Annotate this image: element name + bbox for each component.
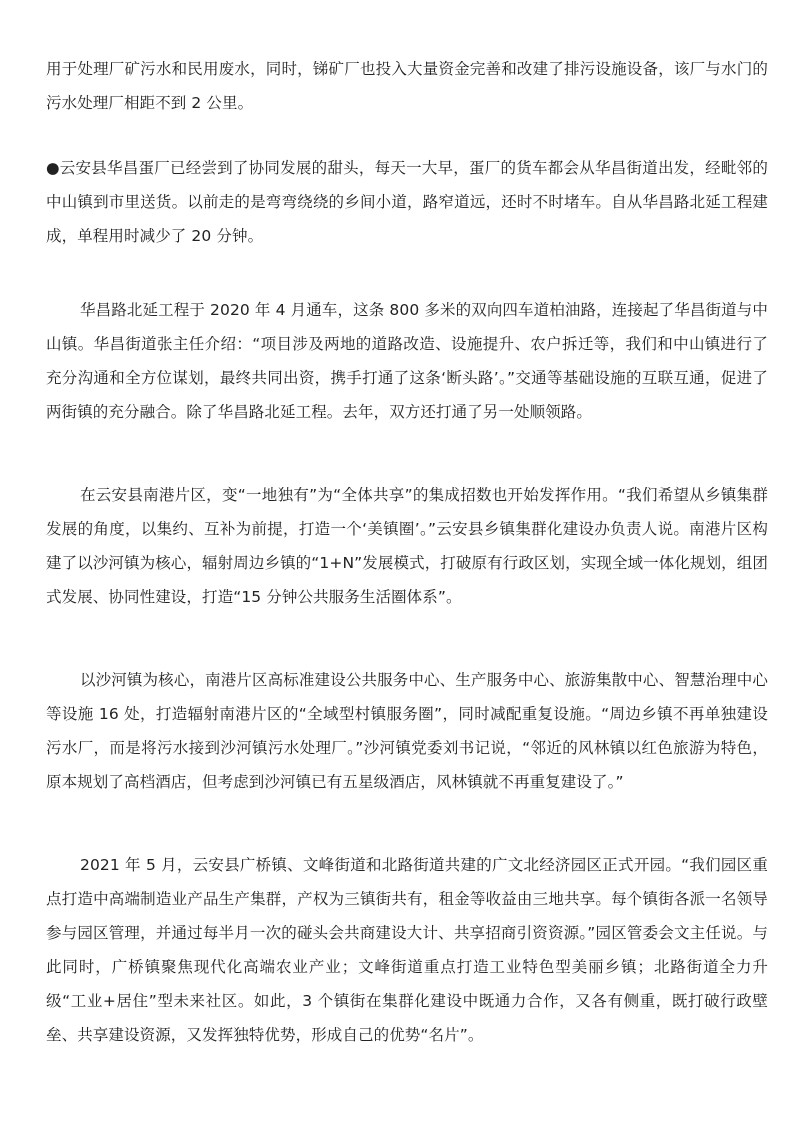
paragraph-3: 华昌路北延工程于 2020 年 4 月通车，这条 800 多米的双向四车道柏油路，连接起了华昌街道与中山镇。华昌街道张主任介绍：“项目涉及两地的道路改造、设施提升、农户拆迁等，我们和中山镇进行了充分沟通和全方位谋划，最终共同出资，携手打通了这条‘断头路’。”交通等基础设施的互联互通，促进了两街镇的充分融合。除了华昌路北延工程。去年，双方还打通了另一处顺领路。	[46, 301, 768, 421]
paragraph-5: 以沙河镇为核心，南港片区高标准建设公共服务中心、生产服务中心、旅游集散中心、智慧治理中心等设施 16 处，打造辐射南港片区的“全域型村镇服务圈”，同时减配重复设施。“周边乡镇不再单独建设污水厂，而是将污水接到沙河镇污水处理厂。”沙河镇党委刘书记说，“邻近的风林镇以红色旅游为特色，原本规划了高档酒店，但考虑到沙河镇已有五星级酒店，风林镇就不再重复建设了。”	[46, 671, 768, 791]
paragraph-6: 2021 年 5 月，云安县广桥镇、文峰街道和北路街道共建的广文北经济园区正式开园。“我们园区重点打造中高端制造业产品生产集群，产权为三镇街共有，租金等收益由三地共享。每个镇街各派一名领导参与园区管理，并通过每半月一次的碰头会共商建设大计、共享招商引资资源。”园区管委会文主任说。与此同时，广桥镇聚焦现代化高端农业产业；文峰街道重点打造工业特色型美丽乡镇；北路街道全力升级“工业+居住”型未来社区。如此，3 个镇街在集群化建设中既通力合作，又各有侧重，既打破行政壁垒、共享建设资源，又发挥独特优势，形成自己的优势“名片”。	[46, 856, 768, 1044]
paragraph-2: ●云安县华昌蛋厂已经尝到了协同发展的甜头，每天一大早，蛋厂的货车都会从华昌街道出发，经毗邻的中山镇到市里送货。以前走的是弯弯绕绕的乡间小道，路窄道远，还时不时堵车。自从华昌路北延工程建成，单程用时减少了 20 分钟。	[46, 159, 768, 245]
paragraph-1: 用于处理厂矿污水和民用废水，同时，锑矿厂也投入大量资金完善和改建了排污设施设备，该厂与水门的污水处理厂相距不到 2 公里。	[46, 60, 768, 112]
paragraph-4: 在云安县南港片区，变“一地独有”为“全体共享”的集成招数也开始发挥作用。“我们希望从乡镇集群发展的角度，以集约、互补为前提，打造一个‘美镇圈’。”云安县乡镇集群化建设办负责人说。南港片区构建了以沙河镇为核心，辐射周边乡镇的“1+N”发展模式，打破原有行政区划，实现全域一体化规划，组团式发展、协同性建设，打造“15 分钟公共服务生活圈体系”。	[46, 486, 768, 606]
